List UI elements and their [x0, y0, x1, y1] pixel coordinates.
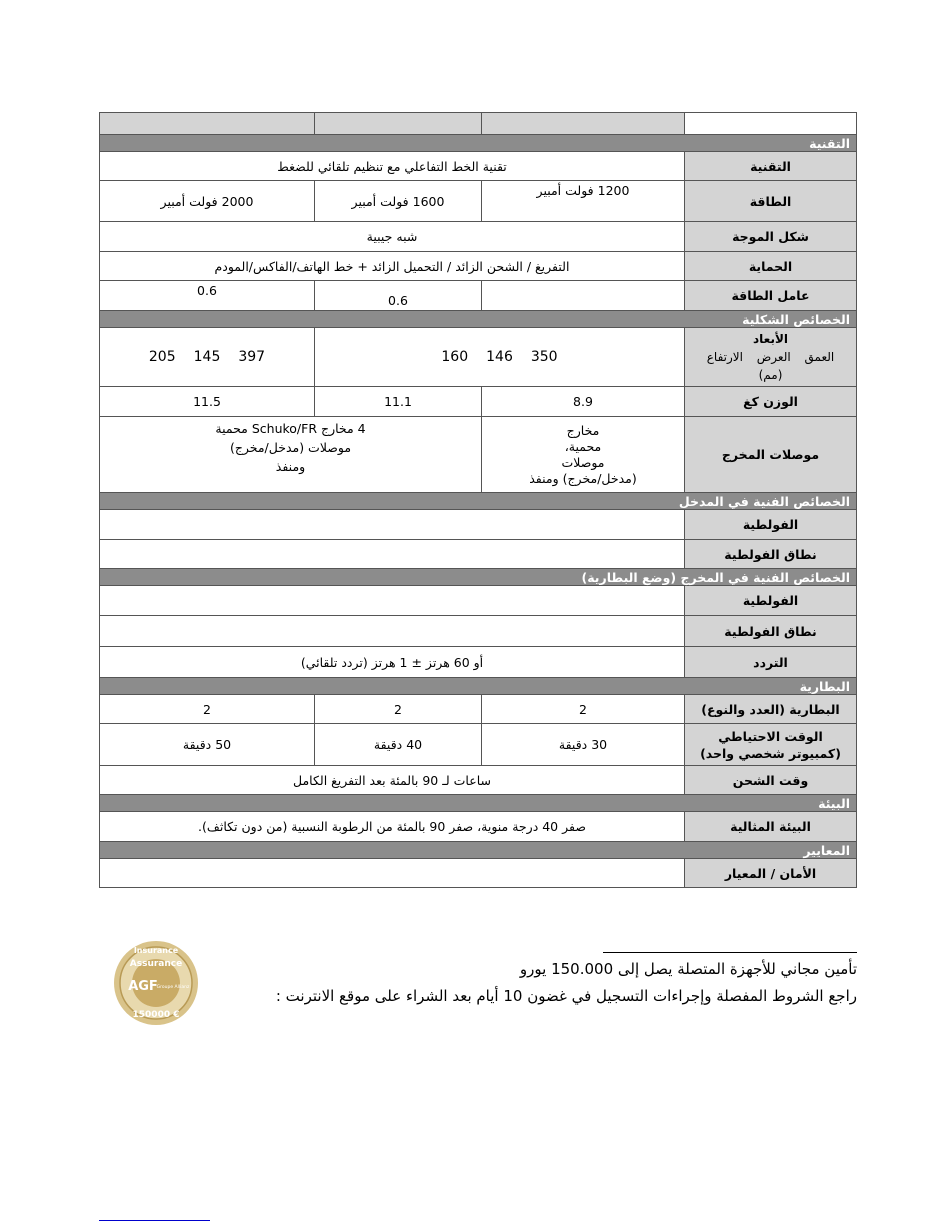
row-value: 1200 فولت أمبير	[482, 181, 685, 222]
header-cell	[315, 113, 482, 135]
table-row	[100, 417, 857, 493]
section-output: الخصائص الفنية في المخرج (وضع البطارية)	[100, 569, 857, 586]
row-value: تقنية الخط التفاعلي مع تنظيم تلقائي للضغط	[100, 152, 685, 181]
table-row	[100, 152, 857, 181]
row-label: عامل الطاقة	[685, 281, 857, 311]
section-environment: البيئة	[100, 795, 857, 812]
row-value: 0.6	[100, 281, 315, 311]
table-header-row	[100, 113, 857, 135]
footnote-line-1: تأمين مجاني للأجهزة المتصلة يصل إلى 150.000 يورو	[519, 960, 857, 978]
row-value: 0.6	[315, 281, 482, 311]
row-value: 160 146 350	[315, 328, 685, 387]
header-cell	[482, 113, 685, 135]
row-value: 2	[100, 695, 315, 724]
table-row	[100, 586, 857, 616]
row-value	[100, 586, 685, 616]
section-input: الخصائص الفنية في المدخل	[100, 493, 857, 510]
row-label: البطارية (العدد والنوع)	[685, 695, 857, 724]
row-value: 2	[315, 695, 482, 724]
table-row	[100, 812, 857, 842]
footnote-rule	[603, 952, 857, 953]
row-value: 30 دقيقة	[482, 724, 685, 766]
row-label: التردد	[685, 647, 857, 678]
table-row	[100, 766, 857, 795]
row-value	[100, 616, 685, 647]
row-label: الوقت الاحتياطي (كمبيوتر شخصي واحد)	[685, 724, 857, 766]
row-value: 2	[482, 695, 685, 724]
table-row	[100, 510, 857, 540]
section-battery: البطارية	[100, 678, 857, 695]
row-value: ساعات لـ 90 بالمئة بعد التفريغ الكامل	[100, 766, 685, 795]
header-cell	[100, 113, 315, 135]
table-row	[100, 540, 857, 569]
row-label: التقنية	[685, 152, 857, 181]
table-row	[100, 222, 857, 252]
table-row	[100, 387, 857, 417]
table-row	[100, 252, 857, 281]
row-label: الأبعاد العمق العرض الارتفاع (مم)	[685, 328, 857, 387]
row-value: مخارج محمية، موصلات (مدخل/مخرج) ومنفذ	[482, 417, 685, 493]
section-standards: المعايير	[100, 842, 857, 859]
row-label: نطاق الفولطية	[685, 616, 857, 647]
row-label: الأمان / المعيار	[685, 859, 857, 888]
row-label: الطاقة	[685, 181, 857, 222]
row-value: 40 دقيقة	[315, 724, 482, 766]
row-value	[100, 510, 685, 540]
table-row	[100, 647, 857, 678]
table-row	[100, 616, 857, 647]
row-value: 1600 فولت أمبير	[315, 181, 482, 222]
row-label: نطاق الفولطية	[685, 540, 857, 569]
row-label: موصلات المخرج	[685, 417, 857, 493]
seal-sub-text: Groupe Allianz	[156, 985, 190, 990]
page-bottom-rule	[99, 1220, 210, 1221]
row-value: شبه جيبية	[100, 222, 685, 252]
section-physical: الخصائص الشكلية	[100, 311, 857, 328]
row-label: الفولطية	[685, 510, 857, 540]
header-cell	[685, 113, 857, 135]
row-label: البيئة المثالية	[685, 812, 857, 842]
table-row	[100, 328, 857, 387]
row-value: 8.9	[482, 387, 685, 417]
insurance-seal-icon	[111, 940, 201, 1026]
seal-brand-text: AGF	[128, 979, 158, 994]
row-value: 50 دقيقة	[100, 724, 315, 766]
row-value: 2000 فولت أمبير	[100, 181, 315, 222]
footnote-line-2: راجع الشروط المفصلة وإجراءات التسجيل في غضون 10 أيام بعد الشراء على موقع الانترنت :	[275, 987, 857, 1005]
row-value: صفر 40 درجة منوية، صفر 90 بالمئة من الرطوبة النسبية (من دون تكاثف).	[100, 812, 685, 842]
table-row	[100, 181, 857, 222]
row-value: 205 145 397	[100, 328, 315, 387]
table-row	[100, 859, 857, 888]
row-value	[482, 281, 685, 311]
row-value	[100, 540, 685, 569]
row-label: الفولطية	[685, 586, 857, 616]
row-value: 11.5	[100, 387, 315, 417]
row-label: الحماية	[685, 252, 857, 281]
table-row	[100, 724, 857, 766]
row-label: الوزن كغ	[685, 387, 857, 417]
row-label: وقت الشحن	[685, 766, 857, 795]
seal-top-text: Insurance	[133, 946, 179, 955]
seal-amount-text: 150000 €	[132, 1010, 180, 1020]
section-technology: التقنية	[100, 135, 857, 152]
row-value: 4 مخارج Schuko/FR محمية موصلات (مدخل/مخرج) ومنفذ	[100, 417, 482, 493]
row-value	[100, 859, 685, 888]
row-value: 11.1	[315, 387, 482, 417]
row-value: أو 60 هرتز ± 1 هرتز (تردد تلقائي)	[100, 647, 685, 678]
row-label: شكل الموجة	[685, 222, 857, 252]
row-value: التفريغ / الشحن الزائد / التحميل الزائد + خط الهاتف/الفاكس/المودم	[100, 252, 685, 281]
table-row	[100, 695, 857, 724]
seal-mid-text: Assurance	[129, 959, 183, 969]
table-row	[100, 281, 857, 311]
spec-table	[99, 112, 857, 888]
